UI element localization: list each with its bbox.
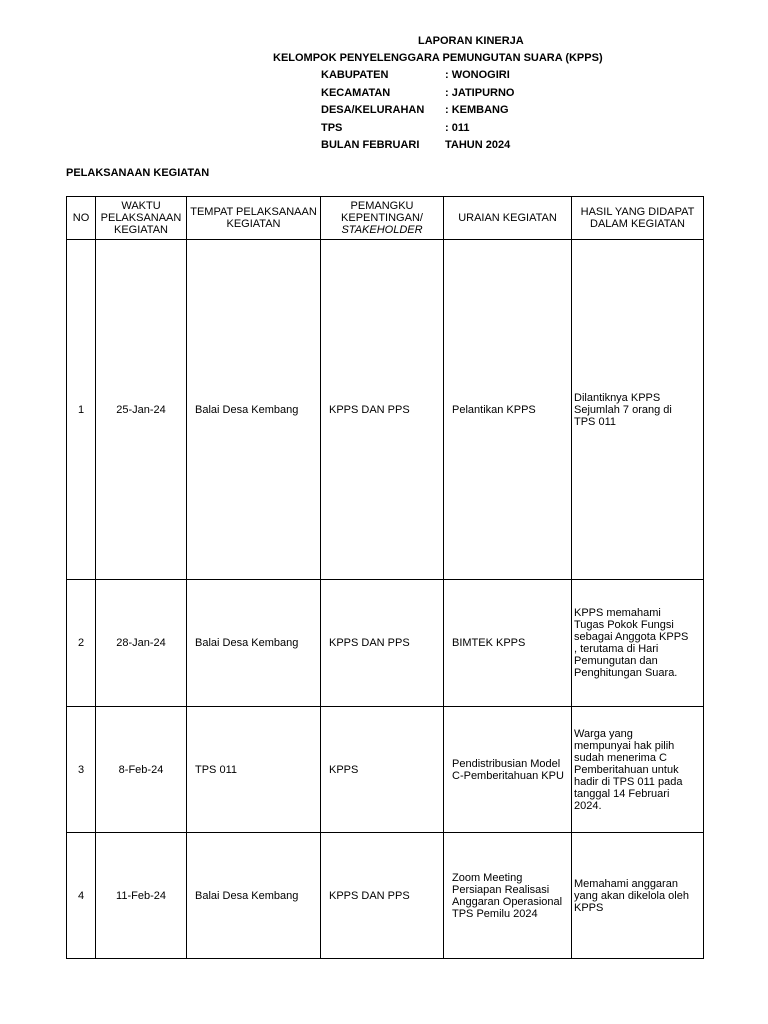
cell-no: 4: [67, 833, 96, 959]
header-pemangku: [321, 197, 444, 240]
meta-value: : JATIPURNO: [445, 87, 515, 99]
meta-value: TAHUN 2024: [445, 139, 511, 151]
cell-hasil: Memahami anggaran yang akan dikelola oleh KPPS: [572, 833, 704, 959]
table-row: [67, 580, 704, 707]
meta-value: : WONOGIRI: [445, 69, 510, 81]
header-uraian: URAIAN KEGIATAN: [444, 197, 572, 240]
cell-hasil: KPPS memahami Tugas Pokok Fungsi sebagai Anggota KPPS , terutama di Hari Pemungutan dan Penghitungan Suara.: [572, 580, 704, 707]
cell-uraian: BIMTEK KPPS: [444, 580, 572, 707]
header-tempat: TEMPAT PELAKSANAAN KEGIATAN: [187, 197, 321, 240]
meta-value: : 011: [445, 122, 470, 134]
kegiatan-table: [66, 196, 704, 959]
table-header-row: [67, 197, 704, 240]
header-waktu: WAKTU PELAKSANAAN KEGIATAN: [96, 197, 187, 240]
cell-uraian: Zoom Meeting Persiapan Realisasi Anggaran Operasional TPS Pemilu 2024: [444, 833, 572, 959]
cell-tempat: TPS 011: [187, 707, 321, 833]
cell-uraian: Pendistribusian Model C-Pemberitahuan KPU: [444, 707, 572, 833]
meta-key: TPS: [321, 122, 343, 134]
table-row: [67, 240, 704, 580]
cell-waktu: 8-Feb-24: [96, 707, 187, 833]
cell-pemangku: KPPS: [321, 707, 444, 833]
header-hasil: HASIL YANG DIDAPAT DALAM KEGIATAN: [572, 197, 704, 240]
meta-key: KECAMATAN: [321, 87, 391, 99]
report-subtitle: KELOMPOK PENYELENGGARA PEMUNGUTAN SUARA (KPPS): [273, 52, 603, 64]
meta-key: BULAN FEBRUARI: [321, 139, 420, 151]
cell-no: 1: [67, 240, 96, 580]
cell-hasil: Warga yang mempunyai hak pilih sudah menerima C Pemberitahuan untuk hadir di TPS 011 pada tanggal 14 Februari 2024.: [572, 707, 704, 833]
cell-tempat: Balai Desa Kembang: [187, 580, 321, 707]
cell-no: 2: [67, 580, 96, 707]
meta-key: DESA/KELURAHAN: [321, 104, 425, 116]
header-pemangku-label: PEMANGKU KEPENTINGAN/: [341, 200, 423, 224]
header-no: NO: [67, 197, 96, 240]
header-pemangku-italic: STAKEHOLDER: [341, 224, 423, 236]
cell-pemangku: KPPS DAN PPS: [321, 580, 444, 707]
cell-tempat: Balai Desa Kembang: [187, 833, 321, 959]
meta-key: KABUPATEN: [321, 69, 389, 81]
table-row: [67, 707, 704, 833]
report-title: LAPORAN KINERJA: [418, 35, 524, 47]
cell-hasil: Dilantiknya KPPS Sejumlah 7 orang di TPS 011: [572, 240, 704, 580]
cell-pemangku: KPPS DAN PPS: [321, 833, 444, 959]
cell-no: 3: [67, 707, 96, 833]
section-title: PELAKSANAAN KEGIATAN: [66, 167, 210, 179]
cell-waktu: 28-Jan-24: [96, 580, 187, 707]
cell-waktu: 25-Jan-24: [96, 240, 187, 580]
table-row: [67, 833, 704, 959]
cell-waktu: 11-Feb-24: [96, 833, 187, 959]
cell-tempat: Balai Desa Kembang: [187, 240, 321, 580]
cell-pemangku: KPPS DAN PPS: [321, 240, 444, 580]
meta-value: : KEMBANG: [445, 104, 509, 116]
cell-uraian: Pelantikan KPPS: [444, 240, 572, 580]
